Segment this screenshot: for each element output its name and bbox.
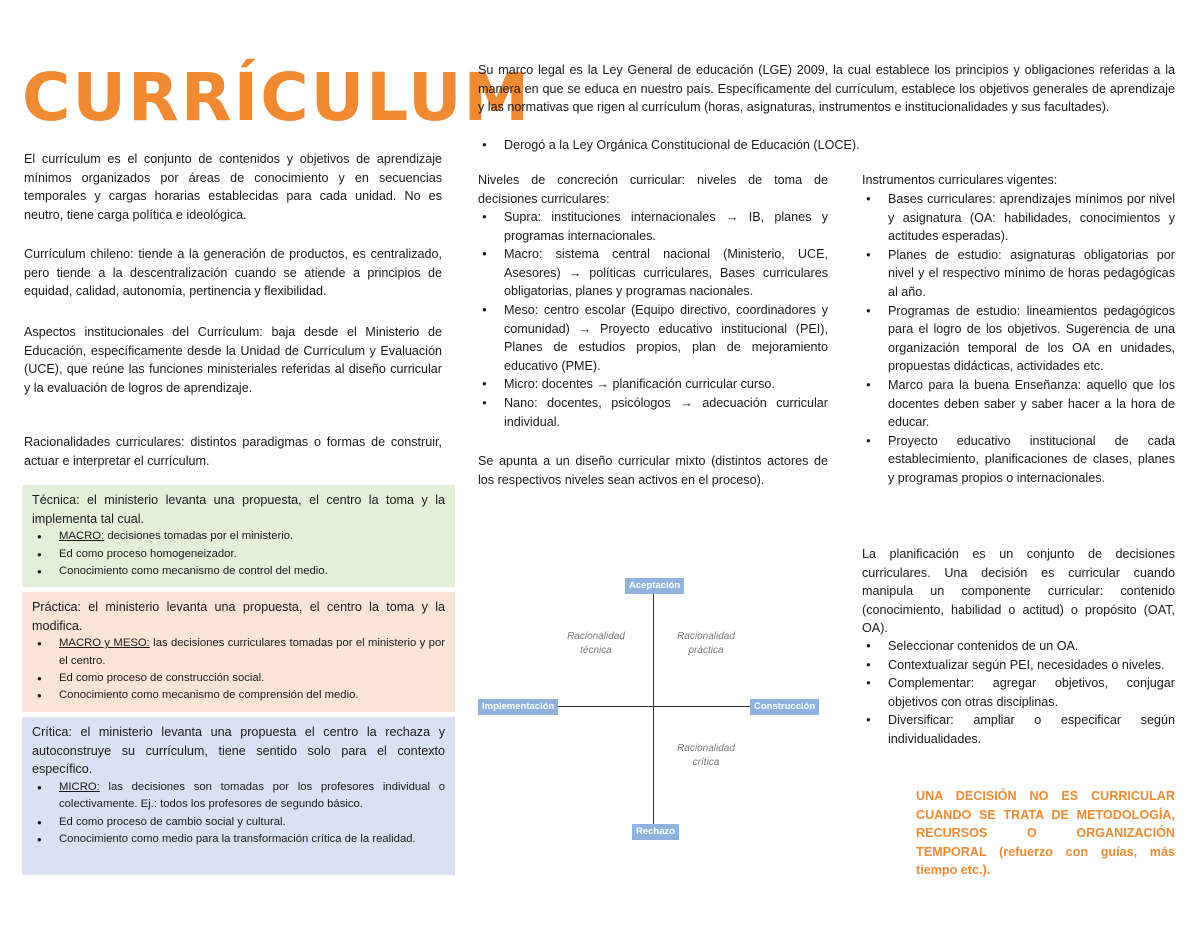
quadrant-critical-label: Racionalidad crítica [677, 743, 735, 768]
list-item: ● MACRO: decisiones tomadas por el ministerio. [32, 528, 445, 545]
list-item: ● Micro: docentes → planificación curricular curso. [478, 375, 828, 394]
list-item: ● Meso: centro escolar (Equipo directivo, coordinadores y comunidad) → Proyecto educativo institucional (PEI), Planes de estudios propios, plan de mejoramiento educativo (PME). [478, 301, 828, 375]
axis-label-top: Aceptación [625, 578, 684, 594]
mixed-design-paragraph: Se apunta a un diseño curricular mixto (distintos actores de los respectivos niveles sean activos en el proceso). [478, 454, 828, 487]
list-item: ● MICRO: las decisiones son tomadas por los profesores individual o colectivamente. Ej.: todos los profesores de segundo básico. [32, 779, 445, 814]
list-item: ● Programas de estudio: lineamientos pedagógicos para el logro de los objetivos. Sugerencia de una organización temporal de los OA en unidades, propuestas didácticas, actividades etc. [862, 302, 1175, 376]
levels-intro: Niveles de concreción curricular: niveles de toma de decisiones curriculares: [478, 173, 828, 206]
axis-label-bottom: Rechazo [632, 824, 679, 840]
institutional-aspects-paragraph: Aspectos institucionales del Currículum: baja desde el Ministerio de Educación, específicamente desde la Unidad de Currículum y Evaluación (UCE), que reúne las funciones ministeriales referidas al diseño curricular y la evaluación de logros de aprendizaje. [24, 325, 442, 395]
critical-heading: Crítica: el ministerio levanta una propuesta el centro la rechaza y autoconstruye su currículum, tiene sentido solo para el contexto específico. [32, 725, 445, 777]
list-item: ● Bases curriculares: aprendizajes mínimos por nivel y asignatura (OA: habilidades, conocimientos y actitudes esperadas). [862, 190, 1175, 246]
list-item: ● Conocimiento como mecanismo de control del medio. [32, 563, 445, 580]
practical-heading: Práctica: el ministerio levanta una propuesta, el centro la toma y la modifica. [32, 600, 445, 633]
legal-framework-paragraph: Su marco legal es la Ley General de educación (LGE) 2009, la cual establece los principios y obligaciones referidas a la manera en que se educa en nuestro país. Específicamente del currículum, establece los objetivos generales de aprendizaje y las normativas que rigen al currículum (horas, asignaturas, instrumentos e institucionalidades y sus facultades). [478, 63, 1175, 115]
instruments-intro: Instrumentos curriculares vigentes: [862, 173, 1058, 187]
definition-paragraph: El currículum es el conjunto de contenidos y objetivos de aprendizaje mínimos organizados por áreas de conocimiento y en secuencias temporales y cargas horarias establecidas para cada unidad. No es neutro, tiene carga política e ideológica. [24, 152, 442, 222]
rationalities-diagram [478, 572, 828, 842]
vertical-axis [653, 582, 654, 827]
levels-list [478, 208, 828, 431]
curricular-note: UNA DECISIÓN NO ES CURRICULAR CUANDO SE TRATA DE METODOLOGÍA, RECURSOS O ORGANIZACIÓN TEMPORAL (refuerzo con guías, más tiempo etc.). [916, 789, 1175, 878]
list-item: ● Complementar: agregar objetivos, conjugar objetivos con otras disciplinas. [862, 674, 1175, 711]
quadrant-practical-label: Racionalidad práctica [677, 631, 735, 656]
practical-box [22, 592, 455, 712]
critical-box [22, 717, 455, 875]
axis-label-left: Implementación [478, 699, 558, 715]
list-item: ● Seleccionar contenidos de un OA. [862, 637, 1175, 656]
list-item: ● Proyecto educativo institucional de cada establecimiento, planificaciones de clases, planes y programas propios o internacionales. [862, 432, 1175, 488]
technical-heading: Técnica: el ministerio levanta una propuesta, el centro la toma y la implementa tal cual. [32, 493, 445, 526]
instruments-list [862, 190, 1175, 488]
rationalities-paragraph: Racionalidades curriculares: distintos paradigmas o formas de construir, actuar e interpretar el currículum. [24, 435, 442, 468]
list-item: ● Derogó a la Ley Orgánica Constitucional de Educación (LOCE). [478, 136, 1175, 155]
list-item: ● Marco para la buena Enseñanza: aquello que los docentes deben saber y saber hacer a la hora de educar. [862, 376, 1175, 432]
list-item: ● Ed como proceso homogeneizador. [32, 546, 445, 563]
list-item: ● Conocimiento como mecanismo de comprensión del medio. [32, 687, 445, 704]
list-item: ● Diversificar: ampliar o especificar según individualidades. [862, 711, 1175, 748]
planning-list [862, 637, 1175, 749]
list-item: ● MACRO y MESO: las decisiones curriculares tomadas por el ministerio y por el centro. [32, 635, 445, 670]
list-item: ● Ed como proceso de cambio social y cultural. [32, 814, 445, 831]
list-item: ● Supra: instituciones internacionales → IB, planes y programas internacionales. [478, 208, 828, 245]
list-item: ● Macro: sistema central nacional (Ministerio, UCE, Asesores) → políticas curriculares, Bases curriculares obligatorias, planes y programas nacionales. [478, 245, 828, 301]
list-item: ● Planes de estudio: asignaturas obligatorias por nivel y el respectivo mínimo de horas pedagógicas al año. [862, 246, 1175, 302]
chilean-curriculum-paragraph: Currículum chileno: tiende a la generación de productos, es centralizado, pero tiende a la descentralización cuando se atiende a principios de equidad, calidad, autonomía, pertinencia y flexibilidad. [24, 247, 442, 299]
planning-paragraph: La planificación es un conjunto de decisiones curriculares. Una decisión es curricular cuando manipula un componente curricular: contenido (conocimiento, habilidad o actitud) o propósito (OAT, OA). [862, 547, 1175, 636]
axis-label-right: Construcción [750, 699, 819, 715]
quadrant-technical-label: Racionalidad técnica [567, 631, 625, 656]
list-item: ● Nano: docentes, psicólogos → adecuación curricular individual. [478, 394, 828, 431]
list-item: ● Ed como proceso de construcción social. [32, 670, 445, 687]
list-item: ● Contextualizar según PEI, necesidades o niveles. [862, 656, 1175, 675]
list-item: ● Conocimiento como medio para la transformación crítica de la realidad. [32, 831, 445, 848]
page-title: CURRÍCULUM [22, 59, 532, 136]
technical-box [22, 485, 455, 587]
